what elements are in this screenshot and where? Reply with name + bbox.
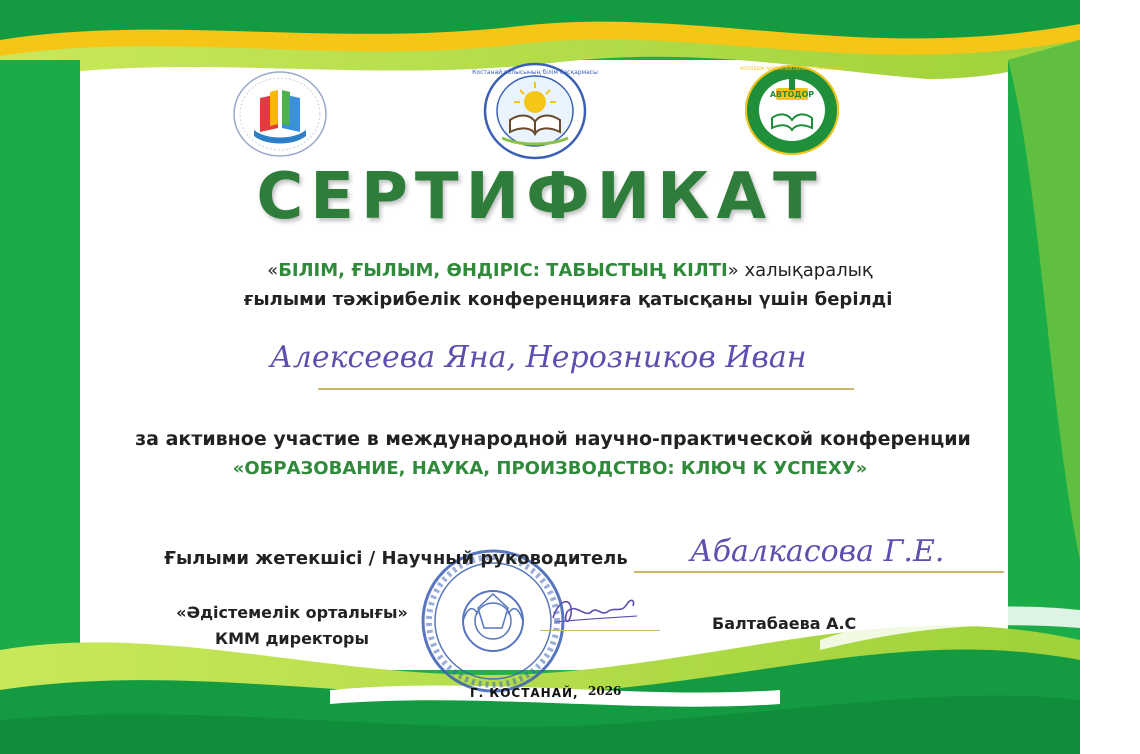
center-label-line2: КММ директоры: [215, 629, 369, 648]
kazakh-awarded-line: ғылыми тәжірибелік конференцияға қатысқаны үшін берілді: [243, 289, 893, 310]
certificate-title: СЕРТИФИКАТ: [256, 160, 824, 234]
city: Г. КОСТАНАЙ,: [470, 686, 579, 700]
avtodor-college-logo: [739, 62, 845, 158]
methodical-center-director-label: [152, 600, 432, 652]
year: 2026: [588, 684, 622, 698]
kazakh-conference-name: БІЛІМ, ҒЫЛЫМ, ӨНДІРІС: ТАБЫСТЫҢ КІЛТІ: [278, 260, 728, 281]
director-underline: [540, 630, 660, 631]
director-name: Балтабаева А.С: [712, 614, 857, 633]
supervisor-name: Абалкасова Г.Е.: [690, 534, 945, 569]
right-logo-ring-text: КОЛЛЕДЖ АВТОМОБИЛЬНОГО ТРАНСПОРТА: [739, 67, 845, 72]
supervisor-underline: [634, 571, 1004, 573]
center-label-line1: «Әдістемелік орталығы»: [176, 603, 408, 622]
participants-underline: [318, 388, 854, 390]
education-emblem-logo: [230, 68, 330, 160]
supervisor-label: Ғылыми жетекшісі / Научный руководитель: [164, 548, 628, 569]
russian-conference-name: «ОБРАЗОВАНИЕ, НАУКА, ПРОИЗВОДСТВО: КЛЮЧ К УСПЕХУ»: [232, 458, 868, 479]
middle-logo-ring-text: Костанай облысының білім басқармасы: [472, 69, 598, 76]
director-signature: [545, 592, 645, 632]
kazakh-conference-suffix: » халықаралық: [727, 260, 873, 281]
kazakh-conference-line: [0, 260, 1140, 281]
open-quote: «: [267, 260, 279, 281]
avtodor-badge-text: АВТОДОР: [769, 90, 815, 99]
participant-names: Алексеева Яна, Нерозников Иван: [270, 340, 807, 375]
russian-participation-line: за активное участие в международной научно-практической конференции: [135, 428, 971, 450]
education-department-logo: [472, 60, 598, 162]
